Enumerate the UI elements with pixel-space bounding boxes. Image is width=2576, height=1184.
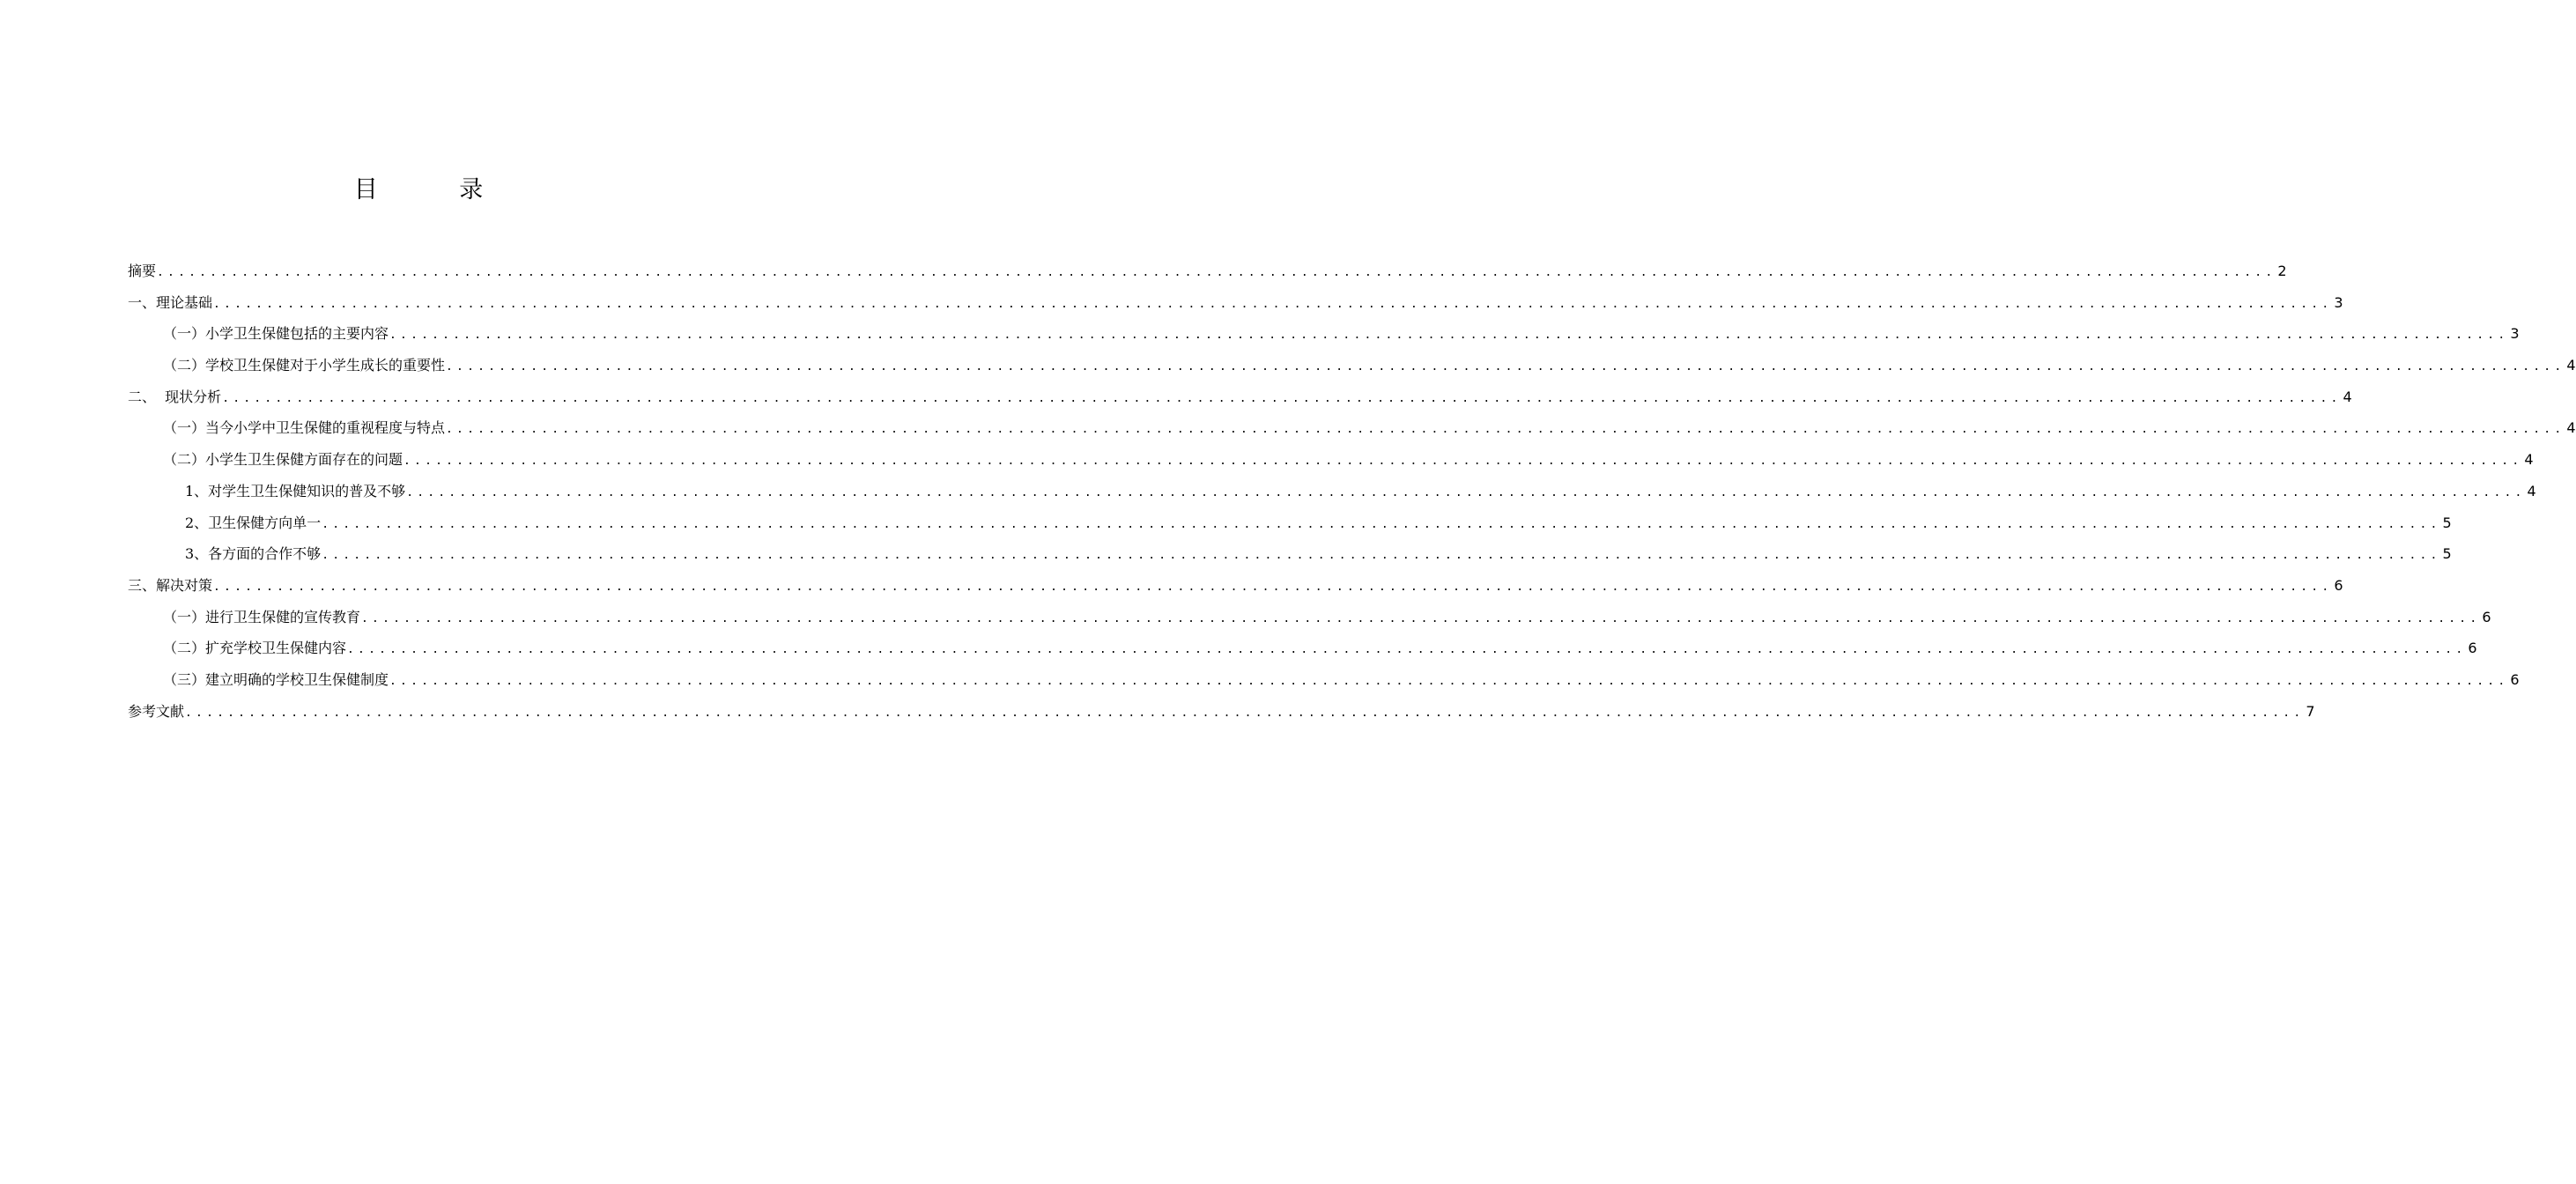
toc-entry[interactable] [128,507,2452,539]
toc-entry-text: 2、卫生保健方向单一 [185,514,322,531]
toc-leader-dots: ........................................................................................................................................................................................................ [446,423,2565,437]
toc-entry[interactable] [128,350,2576,381]
toc-entry-page: 6 [2482,608,2491,625]
toc-leader-dots: ........................................................................................................................................................................................................ [322,549,2441,563]
toc-entry-page: 5 [2442,545,2452,563]
toc-leader-dots: ........................................................................................................................................................................................................ [406,485,2526,500]
toc-entry[interactable] [128,287,2343,319]
toc-entry-text: （三）建立明确的学校卫生保健制度 [163,670,389,688]
toc-title: 目 录 [353,176,521,204]
toc-entry-text: 参考文献 [128,702,185,720]
toc-entry-text: 1、对学生卫生保健知识的普及不够 [185,482,406,500]
toc-entry[interactable] [128,570,2343,602]
toc-entry[interactable] [128,696,2315,728]
toc-entry[interactable] [128,664,2520,696]
toc-leader-dots: ........................................................................................................................................................................................................ [446,360,2565,374]
toc-entry-page: 4 [2343,388,2352,405]
toc-leader-dots: ........................................................................................................................................................................................................ [403,455,2523,469]
toc-entry[interactable] [128,381,2352,413]
toc-entry-page: 6 [2468,640,2477,657]
toc-list [128,255,2576,727]
toc-entry-page: 5 [2442,514,2452,531]
toc-entry-text: 三、解决对策 [128,576,213,594]
toc-entry-page: 4 [2527,482,2536,500]
toc-entry-text: （一）进行卫生保健的宣传教育 [163,608,361,625]
toc-entry-page: 4 [2524,451,2534,469]
toc-entry-page: 3 [2510,325,2520,343]
toc-entry[interactable] [128,602,2491,633]
toc-leader-dots: ........................................................................................................................................................................................................ [322,517,2441,531]
toc-leader-dots: ........................................................................................................................................................................................................ [347,643,2467,657]
toc-leader-dots: ........................................................................................................................................................................................................ [222,391,2342,405]
toc-entry[interactable] [128,412,2576,444]
toc-entry-text: 一、理论基础 [128,293,213,311]
toc-leader-dots: ........................................................................................................................................................................................................ [213,580,2333,594]
toc-entry-text: （二）小学生卫生保健方面存在的问题 [163,451,403,469]
toc-entry-text: （二）扩充学校卫生保健内容 [163,640,347,657]
toc-leader-dots: ........................................................................................................................................................................................................ [389,329,2509,343]
toc-entry-page: 7 [2306,702,2315,720]
toc-entry-text: 摘要 [128,263,157,279]
toc-leader-dots: ........................................................................................................................................................................................................ [213,297,2333,311]
toc-entry-page: 4 [2566,419,2576,437]
toc-leader-dots: ........................................................................................................................................................................................................ [185,706,2305,720]
toc-entry[interactable] [128,318,2520,350]
toc-entry[interactable] [128,538,2452,570]
toc-entry-page: 2 [2277,263,2287,279]
toc-entry[interactable] [128,633,2477,664]
toc-entry-page: 6 [2510,670,2520,688]
toc-entry-page: 6 [2334,576,2343,594]
toc-leader-dots: ........................................................................................................................................................................................................ [157,266,2276,279]
toc-entry[interactable] [128,255,2287,287]
toc-entry-text: （二）学校卫生保健对于小学生成长的重要性 [163,357,446,374]
toc-entry-text: （一）当今小学中卫生保健的重视程度与特点 [163,419,446,437]
toc-entry[interactable] [128,444,2534,476]
toc-entry-page: 4 [2566,357,2576,374]
toc-entry-page: 3 [2334,293,2343,311]
toc-leader-dots: ........................................................................................................................................................................................................ [389,674,2509,688]
toc-leader-dots: ........................................................................................................................................................................................................ [361,611,2481,625]
toc-entry-text: 二、 现状分析 [128,388,222,405]
toc-entry[interactable] [128,476,2536,507]
toc-entry-text: 3、各方面的合作不够 [185,545,322,563]
toc-entry-text: （一）小学卫生保健包括的主要内容 [163,325,389,343]
